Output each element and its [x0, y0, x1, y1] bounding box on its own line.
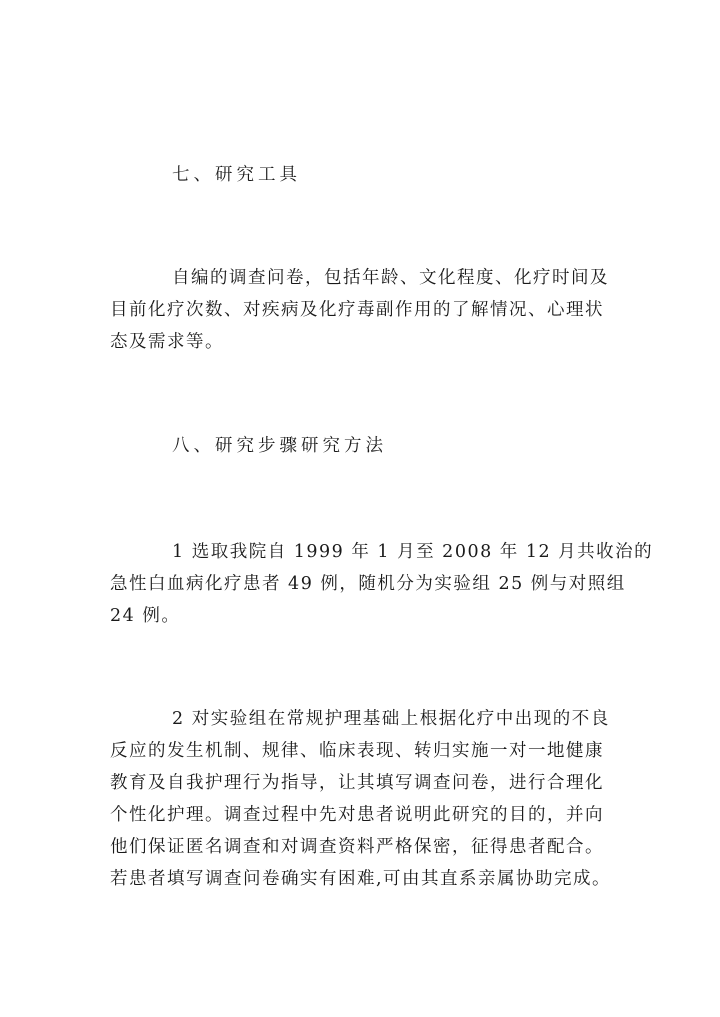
paragraph-line: 自编的调查问卷，包括年龄、文化程度、化疗时间及	[172, 268, 609, 288]
section-heading-research-tools: 七、研究工具	[172, 165, 301, 185]
paragraph-line: 目前化疗次数、对疾病及化疗毒副作用的了解情况、心理状	[110, 300, 604, 320]
paragraph-line: 教育及自我护理行为指导，让其填写调查问卷，进行合理化	[110, 773, 604, 793]
section-heading-research-methods: 八、研究步骤研究方法	[172, 436, 387, 456]
paragraph-step-2	[110, 703, 610, 895]
paragraph-line: 2 对实验组在常规护理基础上根据化疗中出现的不良	[172, 709, 610, 729]
paragraph-line: 急性白血病化疗患者 49 例，随机分为实验组 25 例与对照组	[110, 574, 626, 594]
paragraph-line: 1 选取我院自 1999 年 1 月至 2008 年 12 月共收治的	[172, 542, 654, 562]
paragraph-line: 若患者填写调查问卷确实有困难,可由其直系亲属协助完成。	[110, 869, 612, 889]
paragraph-tools-description	[110, 262, 610, 358]
paragraph-line: 他们保证匿名调查和对调查资料严格保密，征得患者配合。	[110, 837, 604, 857]
paragraph-line: 反应的发生机制、规律、临床表现、转归实施一对一地健康	[110, 741, 604, 761]
paragraph-line: 24 例。	[110, 606, 181, 626]
paragraph-line: 个性化护理。调查过程中先对患者说明此研究的目的，并向	[110, 805, 604, 825]
paragraph-step-1	[110, 536, 654, 632]
paragraph-line: 态及需求等。	[110, 332, 224, 352]
